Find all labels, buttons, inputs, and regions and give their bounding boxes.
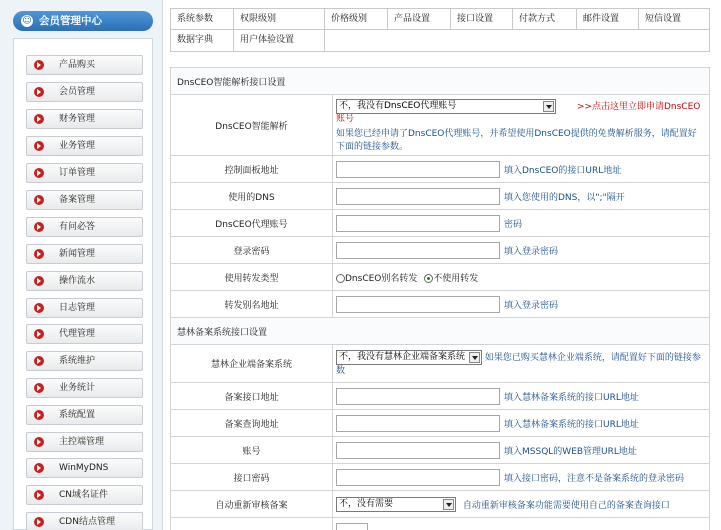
sidebar-item-label: 系统配置: [59, 410, 96, 420]
settings-tab[interactable]: 接口设置: [451, 9, 513, 30]
sidebar-item-label: 产品购买: [59, 60, 96, 70]
arrow-bullet-icon: [34, 463, 44, 473]
label-forward-type: 使用转发类型: [171, 264, 333, 291]
sidebar-item-label: 操作流水: [59, 276, 96, 286]
label-auto-review: 自动重新审核备案: [171, 491, 333, 518]
settings-tab[interactable]: 权限级别: [234, 9, 325, 30]
sidebar-item-label: 订单管理: [59, 168, 96, 178]
sidebar-item[interactable]: [26, 324, 143, 344]
dnsceo-account-select-value: 不，我没有DnsCEO代理账号: [339, 100, 457, 111]
sidebar-item[interactable]: [26, 55, 143, 75]
sidebar-item-label: 系统维护: [59, 356, 96, 366]
sidebar-item[interactable]: [26, 351, 143, 371]
sidebar-item-label: 财务管理: [59, 114, 96, 124]
hint-account: 填入MSSQL的WEB管理URL地址: [504, 446, 637, 457]
sidebar-item[interactable]: [26, 82, 143, 102]
sidebar-item-label: 业务统计: [59, 383, 96, 393]
sidebar-item[interactable]: [26, 378, 143, 398]
label-panel-url: 控制面板地址: [171, 156, 333, 183]
account-input[interactable]: [336, 442, 500, 459]
settings-tab[interactable]: 邮件设置: [577, 9, 639, 30]
label-account: 账号: [171, 437, 333, 464]
huilin-enterprise-select[interactable]: [336, 350, 482, 365]
dnsceo-description: 如果您已经申请了DnsCEO代理账号，并希望使用DnsCEO提供的免费解析服务，请配置好下面的链接参数。: [336, 128, 697, 152]
arrow-bullet-icon: [34, 60, 44, 70]
sidebar-item[interactable]: [26, 298, 143, 318]
sidebar-item[interactable]: [26, 244, 143, 264]
sidebar-item-label: WinMyDNS: [59, 463, 109, 473]
sidebar-item[interactable]: [26, 405, 143, 425]
sidebar: [0, 0, 163, 530]
sidebar-item-label: 有问必答: [59, 222, 96, 232]
sidebar-item-label: CDN结点管理: [59, 517, 115, 527]
section-title-dnsceo: DnsCEO智能解析接口设置: [171, 68, 710, 95]
sidebar-item-label: 业务管理: [59, 141, 96, 151]
forward-alias-label: DnsCEO别名转发: [345, 273, 418, 284]
forward-alias-radio[interactable]: [336, 274, 345, 283]
apply-dnsceo-link[interactable]: >>点击这里立即申请DnsCEO账号: [336, 101, 701, 124]
record-query-url-input[interactable]: [336, 415, 500, 432]
label-dns: 使用的DNS: [171, 183, 333, 210]
sidebar-title-text: 会员管理中心: [39, 15, 102, 27]
sidebar-item[interactable]: [26, 458, 143, 478]
settings-tab[interactable]: 用户体验设置: [234, 30, 325, 51]
arrow-bullet-icon: [34, 249, 44, 259]
sidebar-item-label: 日志管理: [59, 303, 96, 313]
settings-tab[interactable]: 价格级别: [325, 9, 388, 30]
label-dnsceo-smart: DnsCEO智能解析: [171, 95, 333, 156]
huilin-enterprise-description: 如果您已购买慧林企业端系统，请配置好下面的链接参数: [336, 352, 701, 376]
auto-review-select[interactable]: [336, 497, 456, 512]
forward-none-label: 不使用转发: [433, 273, 479, 284]
hint-api-password: 填入接口密码，注意不是备案系统的登录密码: [504, 473, 685, 484]
arrow-bullet-icon: [34, 383, 44, 393]
section-title-huilin: 慧林备案系统接口设置: [171, 318, 710, 345]
sidebar-item[interactable]: [26, 136, 143, 156]
member-center-icon: ☺: [22, 16, 32, 26]
arrow-bullet-icon: [34, 195, 44, 205]
sidebar-item[interactable]: [26, 217, 143, 237]
hint-record-query-url: 填入慧林备案系统的接口URL地址: [504, 419, 639, 430]
arrow-bullet-icon: [34, 410, 44, 420]
arrow-bullet-icon: [34, 437, 44, 447]
label-login-password: 登录密码: [171, 237, 333, 264]
sidebar-item[interactable]: [26, 109, 143, 129]
dnsceo-account-select[interactable]: [336, 99, 556, 114]
label-huilin-enterprise: 慧林企业端备案系统: [171, 345, 333, 383]
label-forward-alias: 转发别名地址: [171, 291, 333, 318]
arrow-bullet-icon: [34, 517, 44, 527]
sidebar-item-label: 代理管理: [59, 329, 96, 339]
login-password-input[interactable]: [336, 242, 500, 259]
sidebar-item-label: 会员管理: [59, 87, 96, 97]
arrow-bullet-icon: [34, 222, 44, 232]
arrow-bullet-icon: [34, 276, 44, 286]
sidebar-menu: [13, 38, 153, 530]
record-api-url-input[interactable]: [336, 388, 500, 405]
sidebar-item-label: 备案管理: [59, 195, 96, 205]
hint-record-api-url: 填入慧林备案系统的接口URL地址: [504, 392, 639, 403]
sidebar-item-label: 新闻管理: [59, 249, 96, 259]
arrow-bullet-icon: [34, 329, 44, 339]
hint-agent-account: 密码: [504, 219, 523, 230]
chevron-down-icon: [543, 101, 554, 112]
label-record-query-url: 备案查询地址: [171, 410, 333, 437]
settings-tab[interactable]: 数据字典: [171, 30, 234, 51]
settings-tab[interactable]: 系统参数: [171, 9, 234, 30]
truncated-row-input[interactable]: [336, 523, 368, 530]
sidebar-item[interactable]: [26, 512, 143, 530]
arrow-bullet-icon: [34, 490, 44, 500]
sidebar-item[interactable]: [26, 190, 143, 210]
arrow-bullet-icon: [34, 356, 44, 366]
api-password-input[interactable]: [336, 469, 500, 486]
hint-forward-alias: 填入登录密码: [504, 300, 559, 311]
agent-account-input[interactable]: [336, 215, 500, 232]
settings-tab[interactable]: 短信设置: [639, 9, 710, 30]
hint-login-password: 填入登录密码: [504, 246, 559, 257]
chevron-down-icon: [469, 352, 480, 363]
sidebar-item[interactable]: [26, 485, 143, 505]
hint-dns: 填入您使用的DNS，以";"隔开: [504, 192, 625, 203]
hint-auto-review: 自动重新审核备案功能需要使用自己的备案查询接口: [462, 500, 670, 511]
arrow-bullet-icon: [34, 168, 44, 178]
chevron-down-icon: [443, 499, 454, 510]
arrow-bullet-icon: [34, 141, 44, 151]
settings-tabs: [170, 8, 710, 52]
label-record-api-url: 备案接口地址: [171, 383, 333, 410]
huilin-enterprise-select-value: 不，我没有慧林企业端备案系统: [339, 351, 466, 362]
label-api-password: 接口密码: [171, 464, 333, 491]
sidebar-item[interactable]: [26, 271, 143, 291]
label-agent-account: DnsCEO代理账号: [171, 210, 333, 237]
arrow-bullet-icon: [34, 114, 44, 124]
sidebar-item-label: 主控端管理: [59, 437, 105, 447]
interface-settings-form: [170, 67, 710, 530]
settings-tab[interactable]: 付款方式: [513, 9, 577, 30]
arrow-bullet-icon: [34, 87, 44, 97]
sidebar-item[interactable]: [26, 163, 143, 183]
forward-alias-input[interactable]: [336, 296, 500, 313]
arrow-bullet-icon: [34, 303, 44, 313]
sidebar-title: [13, 11, 153, 31]
sidebar-item-label: CN域名证件: [59, 490, 109, 500]
forward-none-radio[interactable]: [424, 274, 433, 283]
dns-input[interactable]: [336, 188, 500, 205]
label-truncated-row: [171, 518, 333, 530]
settings-tab[interactable]: 产品设置: [388, 9, 451, 30]
sidebar-item[interactable]: [26, 432, 143, 452]
panel-url-input[interactable]: [336, 161, 500, 178]
main-content: [170, 0, 721, 530]
hint-panel-url: 填入DnsCEO的接口URL地址: [504, 165, 622, 176]
auto-review-select-value: 不，没有需要: [339, 498, 394, 509]
